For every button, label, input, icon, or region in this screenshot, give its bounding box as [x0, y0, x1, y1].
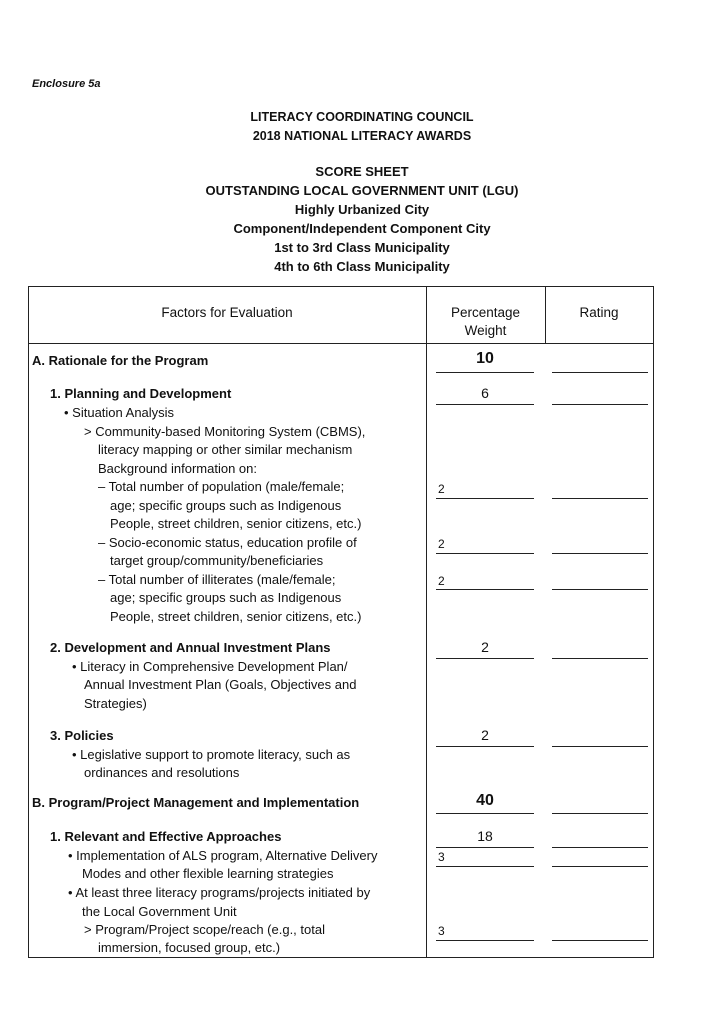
- weight-line: [436, 553, 534, 554]
- weight-line: [436, 498, 534, 499]
- a1-pop-weight: 2: [438, 482, 445, 496]
- category-1st-3rd: 1st to 3rd Class Municipality: [274, 240, 450, 255]
- table-bottom-border: [28, 957, 654, 958]
- weight-line: [436, 813, 534, 814]
- awards-title: 2018 NATIONAL LITERACY AWARDS: [252, 129, 472, 143]
- section-a-weight: 10: [476, 350, 494, 367]
- b1-als-weight: 3: [438, 850, 445, 864]
- a1-title: 1. Planning and Development: [50, 386, 232, 401]
- table-top-border: [28, 286, 654, 287]
- category-title: OUTSTANDING LOCAL GOVERNMENT UNIT (LGU): [205, 183, 519, 198]
- score-table: [28, 286, 654, 958]
- b1-programs-line2: the Local Government Unit: [82, 904, 237, 919]
- a1-cbms-line3: Background information on:: [98, 461, 257, 476]
- col-header-factors: Factors for Evaluation: [161, 305, 293, 320]
- a1-illit-weight: 2: [438, 574, 445, 588]
- rating-line: [552, 940, 648, 941]
- col-divider-1: [426, 286, 427, 958]
- a2-title: 2. Development and Annual Investment Plans: [50, 640, 331, 655]
- b1-weight: 18: [477, 828, 493, 844]
- a1-weight: 6: [481, 385, 489, 401]
- col-header-rating: Rating: [579, 305, 619, 320]
- rating-line: [552, 404, 648, 405]
- weight-line: [436, 589, 534, 590]
- a1-illit-line2: age; specific groups such as Indigenous: [110, 590, 342, 605]
- a3-bullet-line2: ordinances and resolutions: [84, 765, 240, 780]
- a1-cbms-line2: literacy mapping or other similar mechanism: [98, 442, 353, 457]
- a1-pop-line3: People, street children, senior citizens, etc.): [110, 516, 362, 531]
- score-sheet-title-block: [0, 162, 724, 276]
- table-right-border: [653, 286, 654, 958]
- rating-line: [552, 847, 648, 848]
- b1-scope-line1: > Program/Project scope/reach (e.g., total: [84, 922, 325, 937]
- a1-cbms-line1: > Community-based Monitoring System (CBMS),: [84, 424, 366, 439]
- rating-line: [552, 866, 648, 867]
- council-title-block: [0, 108, 724, 146]
- b1-als-line1: • Implementation of ALS program, Alternative Delivery: [68, 848, 378, 863]
- b1-scope-line2: immersion, focused group, etc.): [98, 940, 281, 955]
- a1-socio-weight: 2: [438, 537, 445, 551]
- category-icc: Component/Independent Component City: [233, 221, 491, 236]
- rating-line: [552, 372, 648, 373]
- section-b-weight: 40: [476, 792, 494, 809]
- col-header-weight-line1: Percentage: [450, 305, 521, 320]
- b1-programs-line1: • At least three literacy programs/projects initiated by: [68, 885, 371, 900]
- enclosure-label: Enclosure 5a: [32, 78, 101, 90]
- weight-line: [436, 372, 534, 373]
- a2-bullet-line1: • Literacy in Comprehensive Development Plan/: [72, 659, 348, 674]
- a2-weight: 2: [481, 639, 489, 655]
- b1-als-line2: Modes and other flexible learning strategies: [82, 866, 334, 881]
- a1-pop-line2: age; specific groups such as Indigenous: [110, 498, 342, 513]
- rating-line: [552, 498, 648, 499]
- weight-line: [436, 866, 534, 867]
- a1-pop-line1: – Total number of population (male/female;: [98, 479, 345, 494]
- section-b-title: B. Program/Project Management and Implementation: [32, 795, 360, 810]
- rating-line: [552, 746, 648, 747]
- rating-line: [552, 813, 648, 814]
- a1-bullet-situation: • Situation Analysis: [64, 405, 175, 420]
- weight-line: [436, 940, 534, 941]
- table-left-border: [28, 286, 29, 958]
- a1-socio-line1: – Socio-economic status, education profile of: [98, 535, 357, 550]
- col-header-weight-line2: Weight: [464, 323, 507, 338]
- a1-illit-line3: People, street children, senior citizens, etc.): [110, 609, 362, 624]
- category-4th-6th: 4th to 6th Class Municipality: [274, 259, 450, 274]
- weight-line: [436, 404, 534, 405]
- a1-illit-line1: – Total number of illiterates (male/female;: [98, 572, 336, 587]
- weight-line: [436, 658, 534, 659]
- b1-title: 1. Relevant and Effective Approaches: [50, 829, 282, 844]
- section-a-title: A. Rationale for the Program: [32, 353, 209, 368]
- rating-line: [552, 589, 648, 590]
- rating-line: [552, 553, 648, 554]
- a2-bullet-line2: Annual Investment Plan (Goals, Objectives and: [84, 677, 357, 692]
- header-bottom-border: [28, 343, 654, 344]
- weight-line: [436, 746, 534, 747]
- weight-line: [436, 847, 534, 848]
- council-name: LITERACY COORDINATING COUNCIL: [250, 110, 474, 124]
- a1-socio-line2: target group/community/beneficiaries: [110, 553, 324, 568]
- col-header-weight: [426, 304, 545, 340]
- rating-line: [552, 658, 648, 659]
- score-sheet-title: SCORE SHEET: [315, 164, 409, 179]
- a3-weight: 2: [481, 727, 489, 743]
- b1-scope-weight: 3: [438, 924, 445, 938]
- category-huc: Highly Urbanized City: [294, 202, 430, 217]
- a3-title: 3. Policies: [50, 728, 114, 743]
- a2-bullet-line3: Strategies): [84, 696, 147, 711]
- a3-bullet-line1: • Legislative support to promote literacy, such as: [72, 747, 351, 762]
